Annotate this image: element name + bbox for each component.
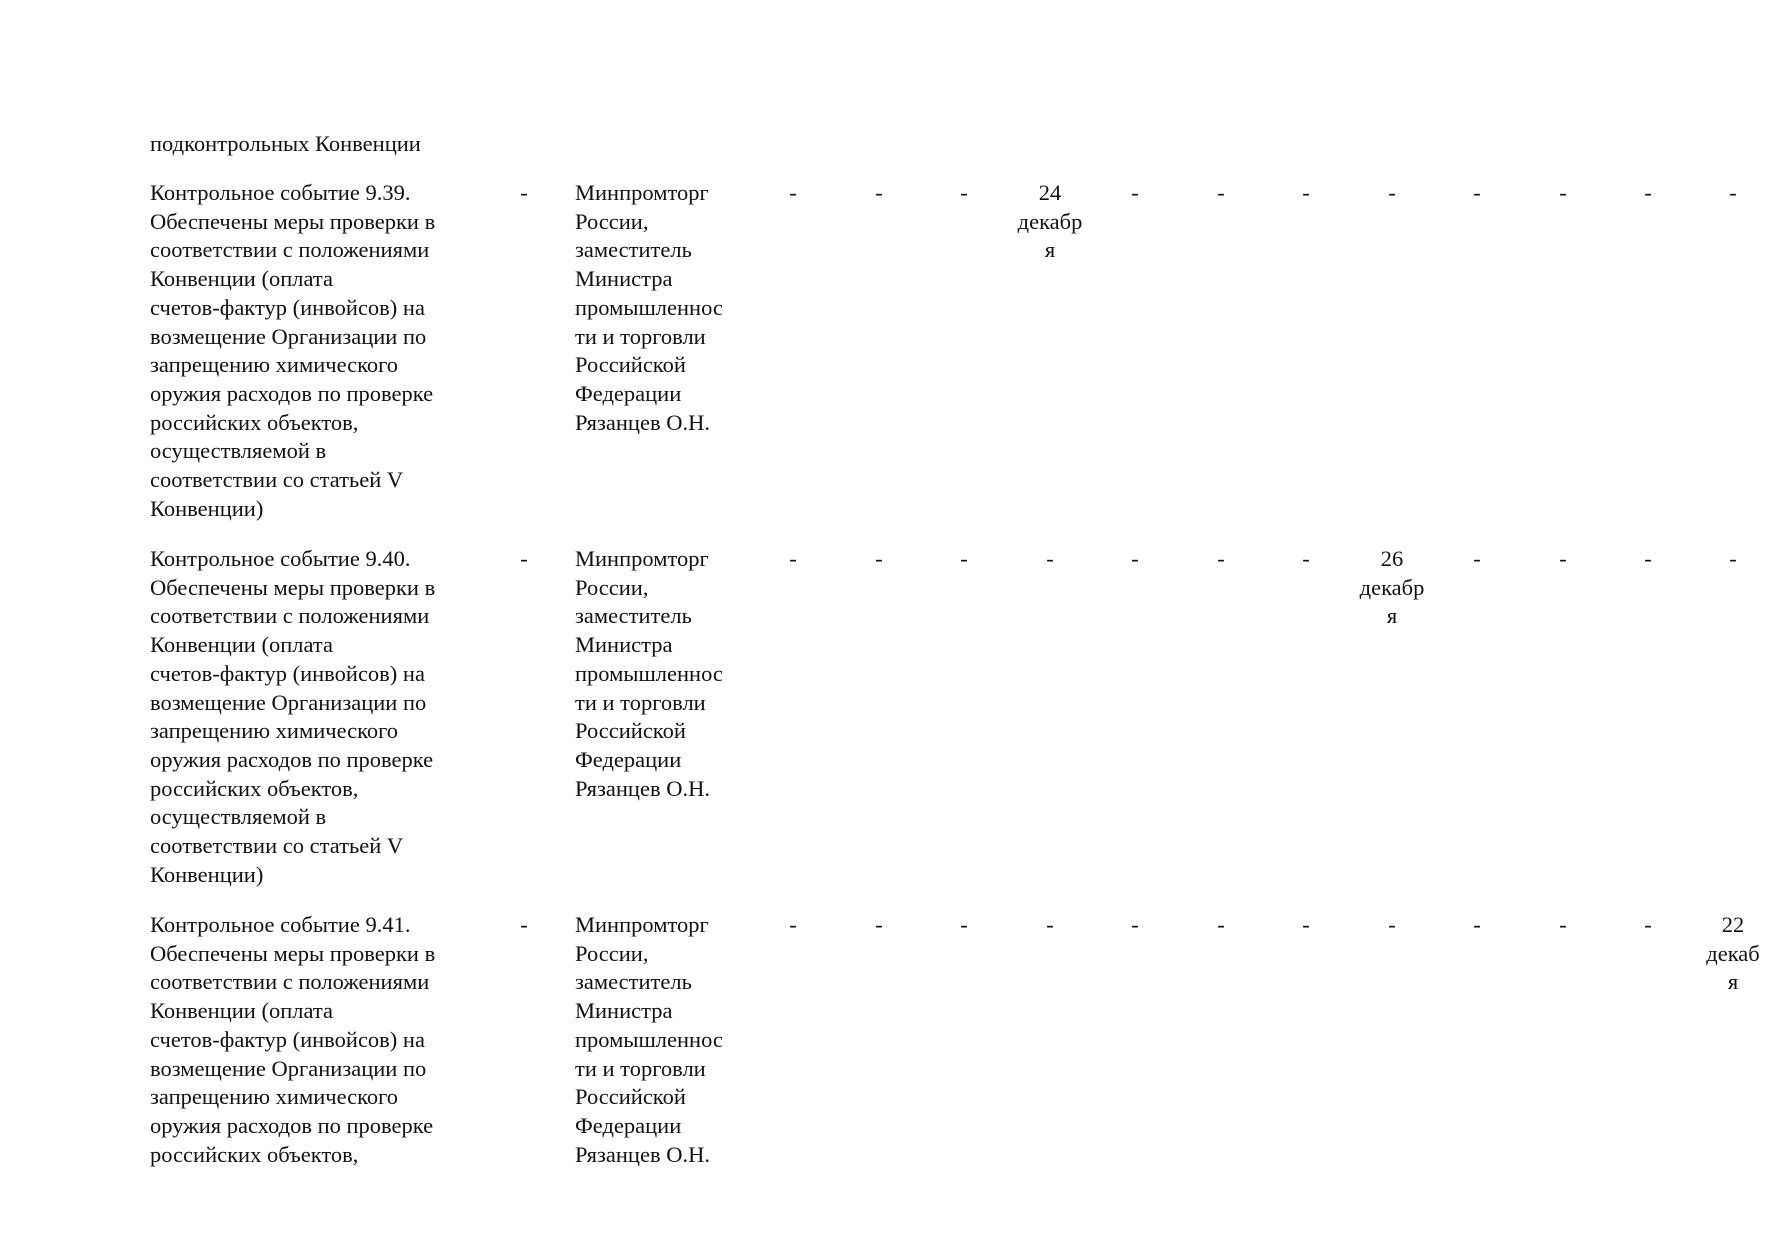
column-value: - (520, 546, 528, 571)
month-cell: - (1131, 180, 1139, 205)
continued-text-fragment: подконтрольных Конвенции (150, 131, 421, 156)
event-description: Контрольное событие 9.41. Обеспечены меры проверки в соответствии с положениями Конвенции (оплата счетов-фактур (инвойсов) на возмещение Организации по запрещению химического оружия расходов по проверке российских объектов, (150, 912, 436, 1167)
month-cell: - (1644, 912, 1652, 937)
month-cell: - (1388, 912, 1396, 937)
month-cell: - (1559, 546, 1567, 571)
month-cell: - (789, 546, 797, 571)
month-cell: - (960, 546, 968, 571)
month-cell: - (1473, 912, 1481, 937)
month-cell: - (1302, 912, 1310, 937)
month-cell: - (1302, 180, 1310, 205)
month-cell: - (875, 546, 883, 571)
responsible-person: Минпромторг России, заместитель Министра промышленнос ти и торговли Российской Федерации Рязанцев О.Н. (575, 180, 723, 435)
responsible-person: Минпромторг России, заместитель Министра промышленнос ти и торговли Российской Федерации Рязанцев О.Н. (575, 546, 723, 801)
month-cell: - (1559, 180, 1567, 205)
month-cell: - (1388, 180, 1396, 205)
month-cell: - (1473, 180, 1481, 205)
month-cell: - (875, 180, 883, 205)
month-cell: 26 декабр я (1359, 546, 1425, 629)
month-cell: - (1729, 180, 1737, 205)
month-cell: 24 декабр я (1017, 180, 1083, 263)
responsible-person: Минпромторг России, заместитель Министра промышленнос ти и торговли Российской Федерации Рязанцев О.Н. (575, 912, 723, 1167)
event-description: Контрольное событие 9.39. Обеспечены меры проверки в соответствии с положениями Конвенции (оплата счетов-фактур (инвойсов) на возмещение Организации по запрещению химического оружия расходов по проверке российских объектов, осуществляемой в соответствии со статьей V Конвенции) (150, 180, 436, 521)
event-description: Контрольное событие 9.40. Обеспечены меры проверки в соответствии с положениями Конвенции (оплата счетов-фактур (инвойсов) на возмещение Организации по запрещению химического оружия расходов по проверке российских объектов, осуществляемой в соответствии со статьей V Конвенции) (150, 546, 436, 887)
column-value: - (520, 912, 528, 937)
month-cell: - (1217, 912, 1225, 937)
month-cell: - (1046, 546, 1054, 571)
month-cell: - (1729, 546, 1737, 571)
month-cell: - (789, 180, 797, 205)
month-cell: - (1559, 912, 1567, 937)
month-cell: - (1302, 546, 1310, 571)
month-cell: - (1217, 180, 1225, 205)
month-cell: - (789, 912, 797, 937)
column-value: - (520, 180, 528, 205)
month-cell: - (1473, 546, 1481, 571)
month-cell: - (1046, 912, 1054, 937)
month-cell: - (1131, 546, 1139, 571)
month-cell: - (960, 180, 968, 205)
month-cell: - (1217, 546, 1225, 571)
month-cell: - (960, 912, 968, 937)
month-cell: - (875, 912, 883, 937)
month-cell: - (1131, 912, 1139, 937)
month-cell: 22 декаб я (1706, 912, 1760, 995)
month-cell: - (1644, 180, 1652, 205)
month-cell: - (1644, 546, 1652, 571)
